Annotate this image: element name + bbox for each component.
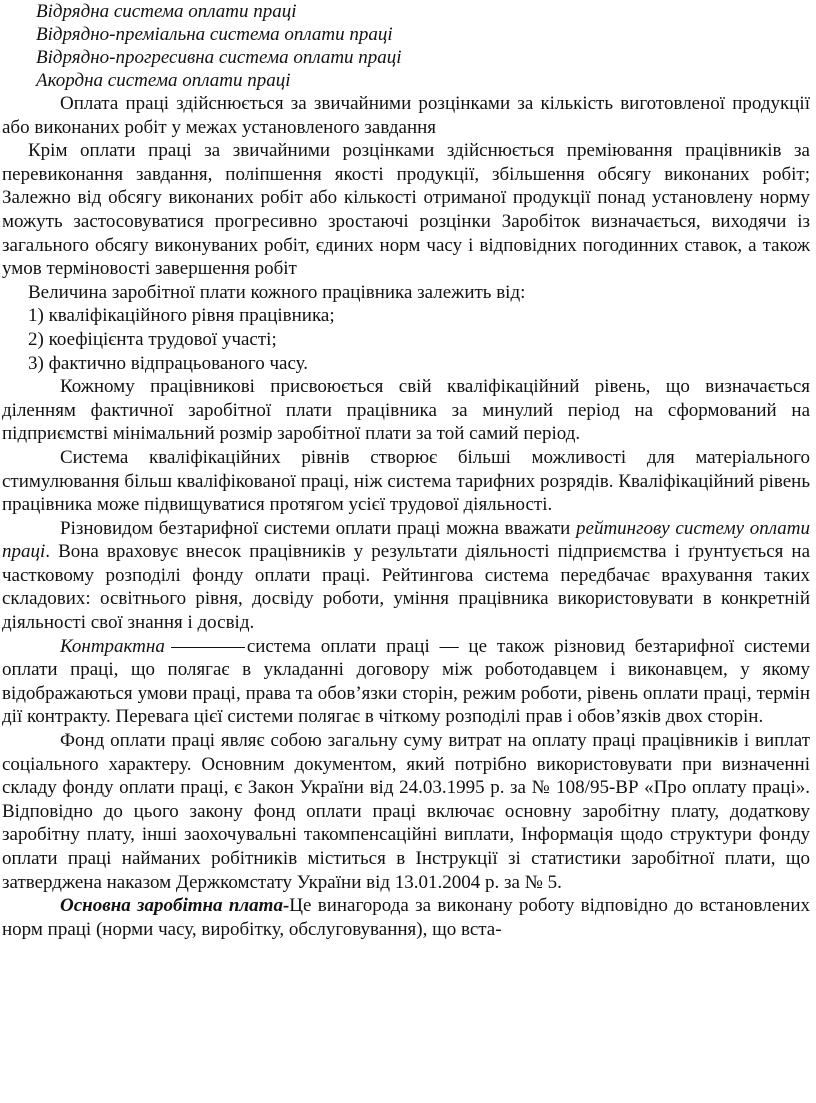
contract-rest: система оплати праці — це також різновид безтарифної системи оплати праці, що полягає в укладанні договору між роботодавцем і виконавцем, у якому відображаються умови праці, права та обов’язки сторін, режим роботи, рівень оплати праці, термін дії контракту. Перевага цієї системи полягає в чіткому розподілі прав і обов’язків двох сторін. [2, 635, 810, 728]
rating-term: рейтингову систему оплати праці [2, 517, 810, 563]
base-salary-term: Основна заробітна плата- [60, 895, 290, 917]
paragraph-piecework: Оплата праці здійснюється за звичайними розцінками за кількість виготовленої продукції або виконаних робіт у межах установленого завдання [2, 93, 810, 138]
paragraph-rating [2, 517, 810, 635]
paragraph-bonus: Крім оплати праці за звичайними розцінками здійснюється преміювання працівників за перевиконання завдання, поліпшення якості продукції, збільшення обсягу виконаних робіт; Залежно від обсягу виконаних робіт або кількості отриманої продукції понад установлену норму можуть застосовуватися прогресивно зростаючі розцінки Заробіток визначається, виходячи із загального обсягу виконуваних робіт, єдиних норм часу і відповідних погодинних ставок, а також умов терміновості завершення робіт [2, 140, 810, 280]
salary-intro: Величина заробітної плати кожного працівника залежить від: [28, 281, 526, 303]
rating-lead: Різновидом безтарифної системи оплати праці можна вважати [60, 517, 577, 539]
list-item: Відрядна система оплати праці [36, 1, 297, 22]
wage-system-list [2, 0, 810, 92]
contract-term: Контрактна [60, 635, 165, 657]
salary-factor: 2) коефіцієнта трудової участі; [28, 328, 277, 350]
salary-factor: 1) кваліфікаційного рівня працівника; [28, 305, 335, 327]
salary-factor: 3) фактично відпрацьованого часу. [28, 352, 309, 374]
paragraph-contract [2, 635, 810, 729]
paragraph-levels: Система кваліфікаційних рівнів створює більші можливості для матеріального стимулювання більш кваліфікованої праці, ніж система тарифних розрядів. Кваліфікаційний рівень працівника може підвищуватися протягом усієї трудової діяльності. [2, 446, 810, 516]
paragraph-base-salary [2, 894, 810, 941]
list-item: Акордна система оплати праці [36, 70, 291, 91]
paragraph-qualification: Кожному працівникові присвоюється свій кваліфікаційний рівень, що визначається діленням фактичної заробітної плати працівника за минулий період на сформований на підприємстві мінімальний розмір заробітної плати за той самий період. [2, 376, 810, 445]
rating-rest: . Вона враховує внесок працівників у результати діяльності підприємства і ґрунтується на частковому розподілі фонду оплати праці. Рейтингова система передбачає врахування таких складових: освітнього рівня, досвіду роботи, уміння працівника використовувати в конкретній діяльності свої знання і досвід. [2, 541, 810, 634]
list-item: Відрядно-прогресивна система оплати праці [36, 47, 402, 68]
blank-line [171, 646, 245, 648]
base-salary-rest: Це винагорода за виконану роботу відповідно до встановлених норм праці (норми часу, виробітку, обслуговування), що вста- [2, 895, 810, 940]
list-item: Відрядно-преміальна система оплати праці [36, 24, 393, 45]
paragraph-fund: Фонд оплати праці являє собою загальну суму витрат на оплату праці працівників і виплат соціального характеру. Основним документом, який потрібно використовувати при визначенні складу фонду оплати праці, є Закон України від 24.03.1995 р. за № 108/95-ВР «Про оплату праці». Відповідно до цього закону фонд оплати праці включає основну заробітну плату, додаткову заробітну плату, інші заохочувальні такомпенсаційні виплати, Інформація щодо структури фонду оплати праці найманих робітників міститься в Інструкції зі статистики заробітної плати, що затверджена наказом Держкомстату України від 13.01.2004 р. за № 5. [2, 730, 810, 893]
